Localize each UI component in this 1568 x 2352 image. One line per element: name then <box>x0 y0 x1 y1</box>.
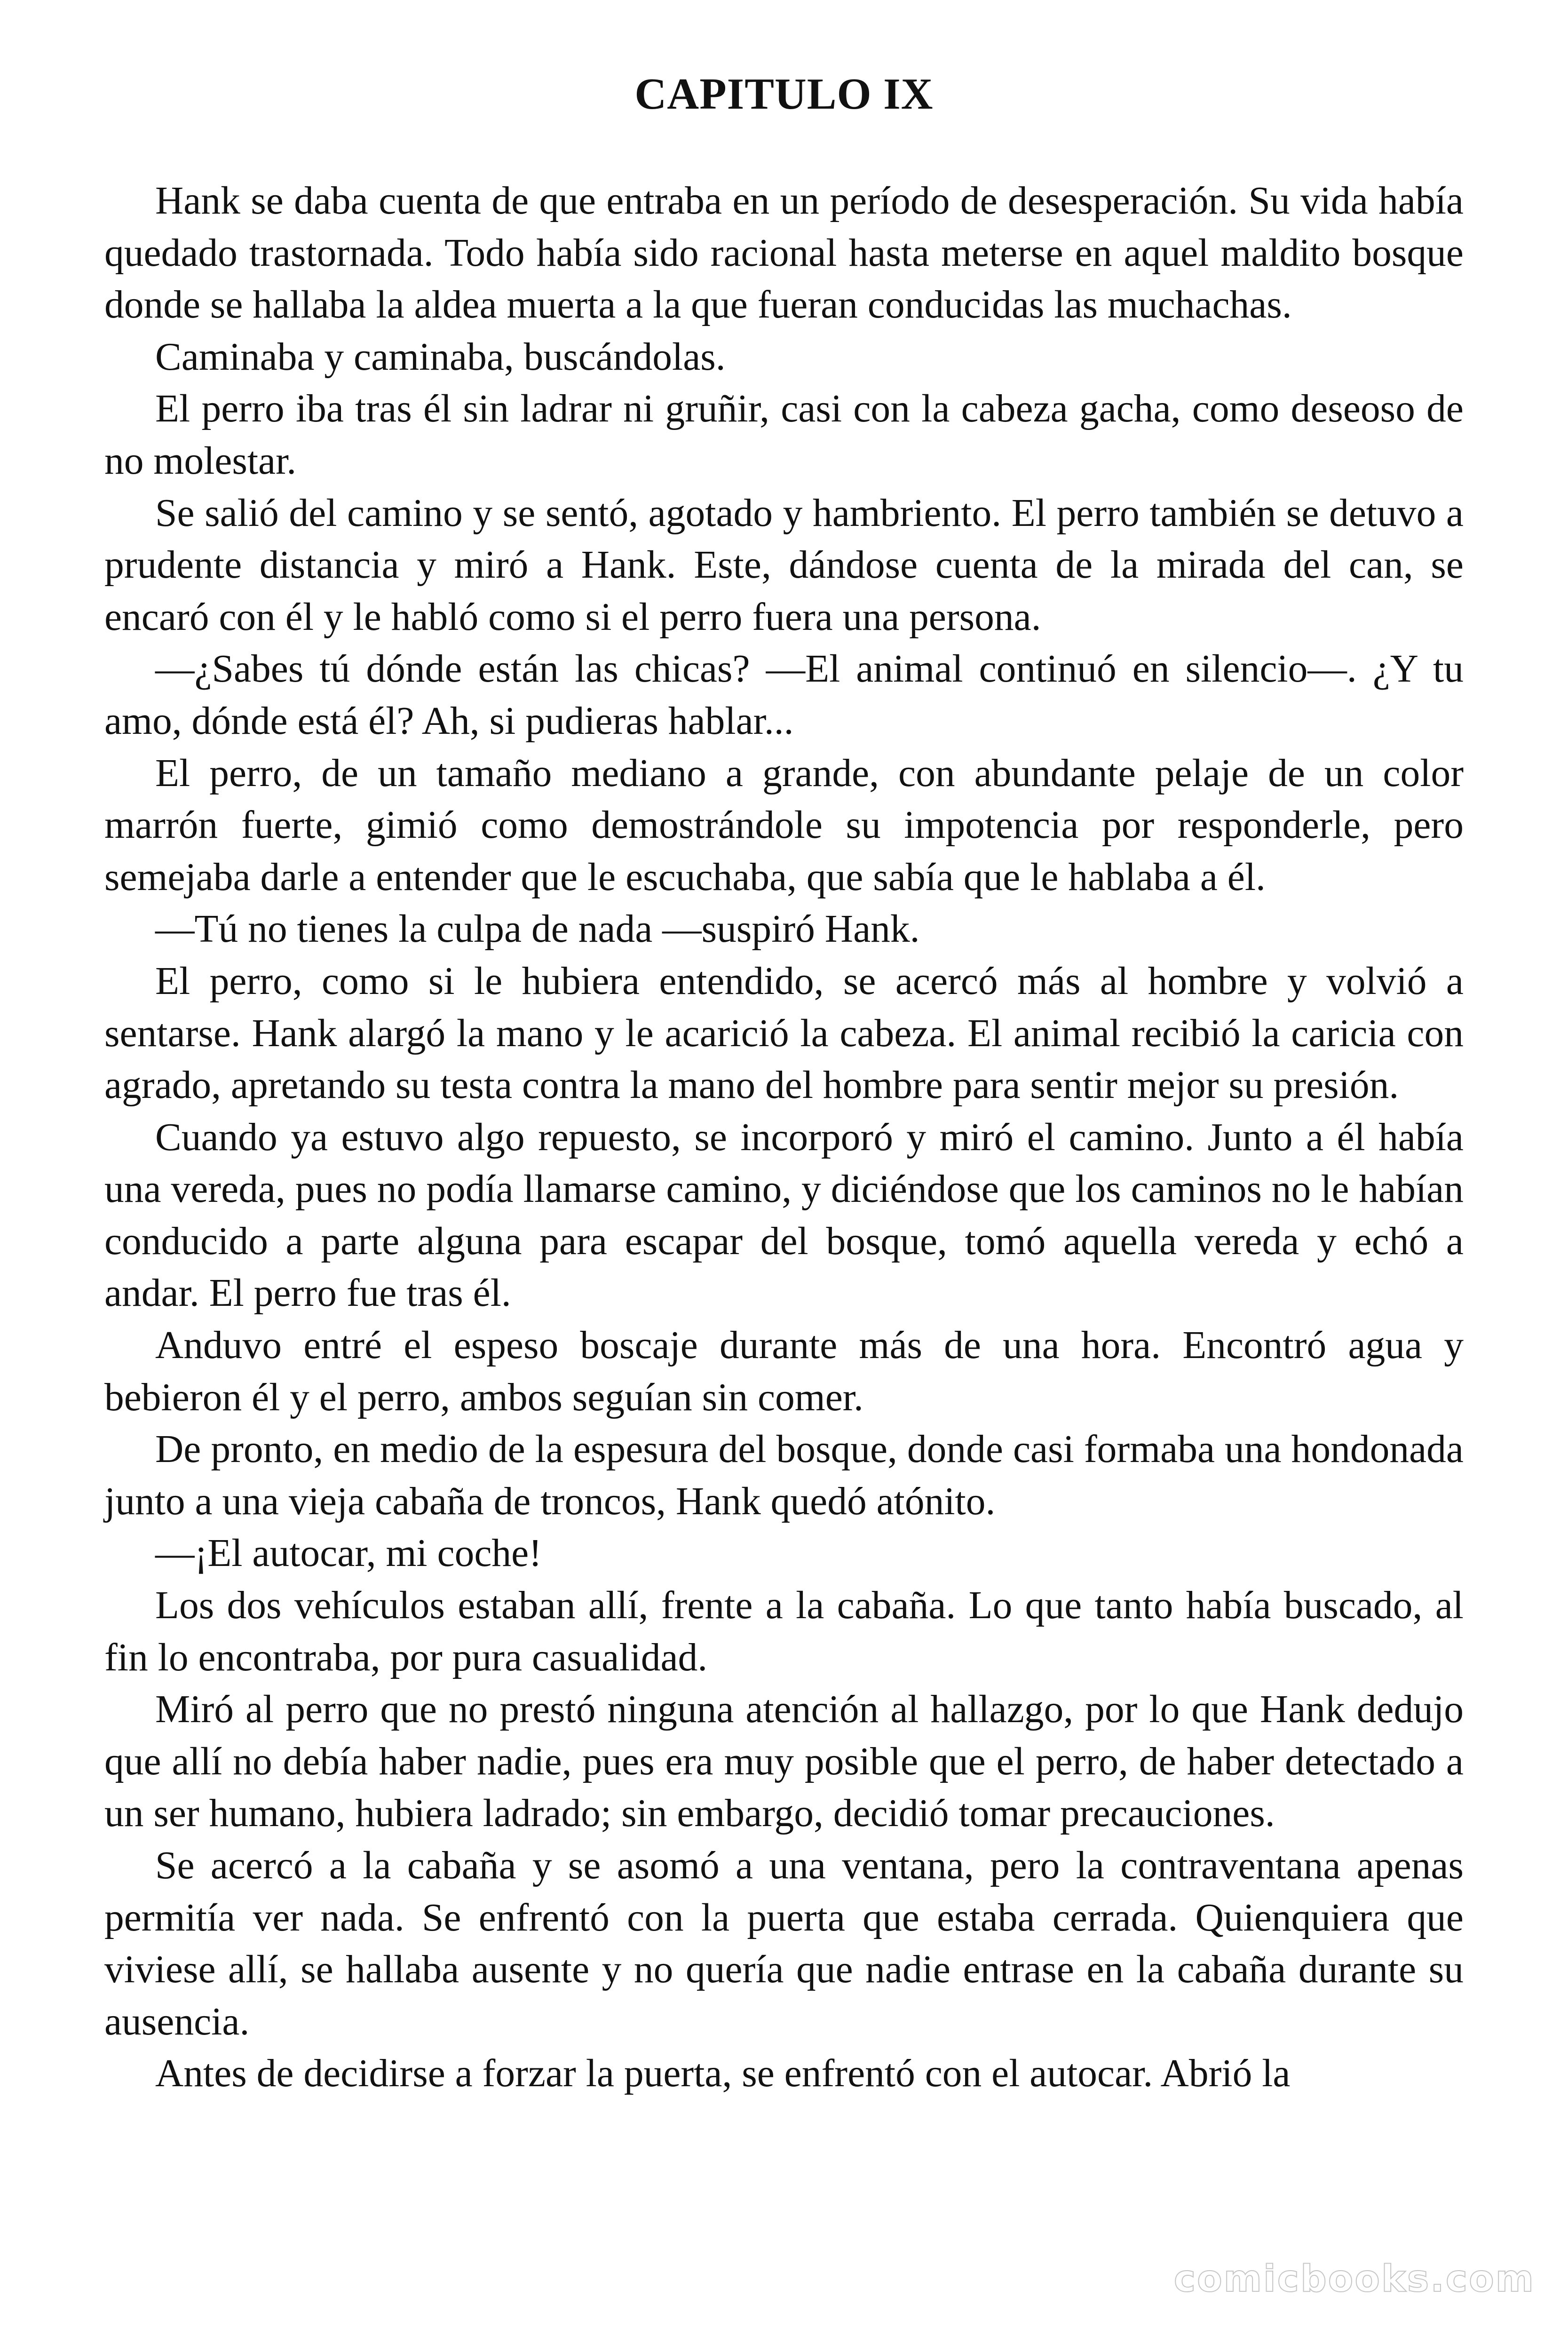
paragraph: Caminaba y caminaba, buscándolas. <box>155 335 726 379</box>
paragraph: Antes de decidirse a forzar la puerta, se enfrentó con el autocar. Abrió la <box>155 2052 1291 2096</box>
paragraph: Miró al perro que no prestó ninguna atención al hallazgo, por lo que Hank dedujo que allí no debía haber nadie, pues era muy posible que el perro, de haber detectado a un ser humano, hubiera ladrado; sin embargo, decidió tomar precauciones. <box>104 1688 1464 1836</box>
paragraph: Se acercó a la cabaña y se asomó a una ventana, pero la contraventana apenas permitía ver nada. Se enfrentó con la puerta que estaba cerrada. Quienquiera que viviese allí, se hallaba ausente y no quería que nadie entrase en la cabaña durante su ausencia. <box>104 1844 1464 2043</box>
paragraph: Anduvo entré el espeso boscaje durante más de una hora. Encontró agua y bebieron él y el perro, ambos seguían sin comer. <box>104 1324 1464 1419</box>
paragraph: El perro, como si le hubiera entendido, se acercó más al hombre y volvió a sentarse. Hank alargó la mano y le acarició la cabeza. El animal recibió la caricia con agrado, apretando su testa contra la mano del hombre para sentir mejor su presión. <box>104 959 1464 1107</box>
paragraph: Hank se daba cuenta de que entraba en un período de desesperación. Su vida había quedado trastornada. Todo había sido racional hasta meterse en aquel maldito bosque donde se hallaba la aldea muerta a la que fueran conducidas las muchachas. <box>104 179 1464 327</box>
paragraph: Cuando ya estuvo algo repuesto, se incorporó y miró el camino. Junto a él había una vereda, pues no podía llamarse camino, y diciéndose que los caminos no le habían conducido a parte alguna para escapar del bosque, tomó aquella vereda y echó a andar. El perro fue tras él. <box>104 1115 1464 1315</box>
paragraph: —¡El autocar, mi coche! <box>155 1532 542 1575</box>
chapter-title: CAPITULO IX <box>634 70 934 119</box>
site-watermark: comicbooks.com <box>1173 2258 1535 2300</box>
paragraph: El perro iba tras él sin ladrar ni gruñir, casi con la cabeza gacha, como deseoso de no molestar. <box>104 387 1464 483</box>
paragraph: Se salió del camino y se sentó, agotado y hambriento. El perro también se detuvo a prudente distancia y miró a Hank. Este, dándose cuenta de la mirada del can, se encaró con él y le habló como si el perro fuera una persona. <box>104 491 1464 639</box>
paragraph: Los dos vehículos estaban allí, frente a la cabaña. Lo que tanto había buscado, al fin lo encontraba, por pura casualidad. <box>104 1584 1464 1679</box>
paragraph: —¿Sabes tú dónde están las chicas? —El animal continuó en silencio—. ¿Y tu amo, dónde está él? Ah, si pudieras hablar... <box>104 647 1464 743</box>
chapter-body <box>104 175 1464 2100</box>
paragraph: El perro, de un tamaño mediano a grande, con abundante pelaje de un color marrón fuerte, gimió como demostrándole su impotencia por responderle, pero semejaba darle a entender que le escuchaba, que sabía que le hablaba a él. <box>104 751 1464 899</box>
paragraph: De pronto, en medio de la espesura del bosque, donde casi formaba una hondonada junto a una vieja cabaña de troncos, Hank quedó atónito. <box>104 1428 1464 1523</box>
paragraph: —Tú no tienes la culpa de nada —suspiró Hank. <box>155 907 920 951</box>
